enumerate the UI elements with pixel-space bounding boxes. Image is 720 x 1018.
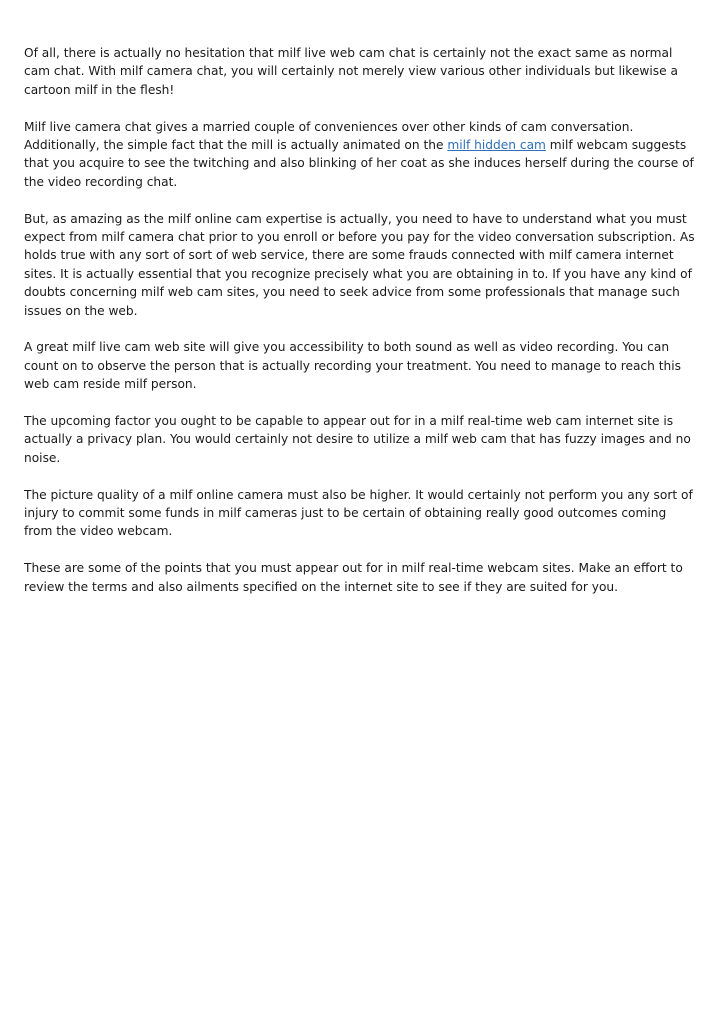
paragraph-6: The picture quality of a milf online camera must also be higher. It would certainly not perform you any sort of injury to commit some funds in milf cameras just to be certain of obtaining really good outcomes coming from the video webcam. bbox=[24, 487, 693, 539]
paragraph-7: These are some of the points that you must appear out for in milf real-time webcam sites. Make an effort to review the terms and also ailments specified on the internet site to see if they are suited for you. bbox=[24, 561, 683, 594]
paragraph-2-text-before: Milf live camera chat gives a married couple of conveniences over other kinds of cam conversation. Additionally, the simple fact that the mill is actually animated on the bbox=[24, 119, 634, 153]
paragraph-1: Of all, there is actually no hesitation that milf live web cam chat is certainly not the exact same as normal cam chat. With milf camera chat, you will certainly not merely view various other individuals but likewise a cartoon milf in the flesh! bbox=[24, 46, 678, 97]
milf-hidden-cam-link[interactable]: milf hidden cam bbox=[447, 138, 546, 153]
paragraph-2 bbox=[24, 118, 696, 192]
article-body bbox=[24, 44, 696, 614]
paragraph-3: But, as amazing as the milf online cam expertise is actually, you need to have to understand what you must expect from milf camera chat prior to you enroll or before you pay for the video conversation subscription. As holds true with any sort of sort of web service, there are some frauds connected with milf camera internet sites. It is actually essential that you recognize precisely what you are obtaining in to. If you have any kind of doubts concerning milf web cam sites, you need to seek advice from some professionals that manage such issues on the web. bbox=[24, 211, 695, 318]
paragraph-4: A great milf live cam web site will give you accessibility to both sound as well as video recording. You can count on to observe the person that is actually recording your treatment. You need to manage to reach this web cam reside milf person. bbox=[24, 340, 681, 392]
paragraph-5: The upcoming factor you ought to be capable to appear out for in a milf real-time web cam internet site is actually a privacy plan. You would certainly not desire to utilize a milf web cam that has fuzzy images and no noise. bbox=[24, 414, 691, 465]
paragraph-2-text-after: milf webcam suggests that you acquire to see the twitching and also blinking of her coat as she induces herself during the course of the video recording chat. bbox=[24, 138, 694, 189]
